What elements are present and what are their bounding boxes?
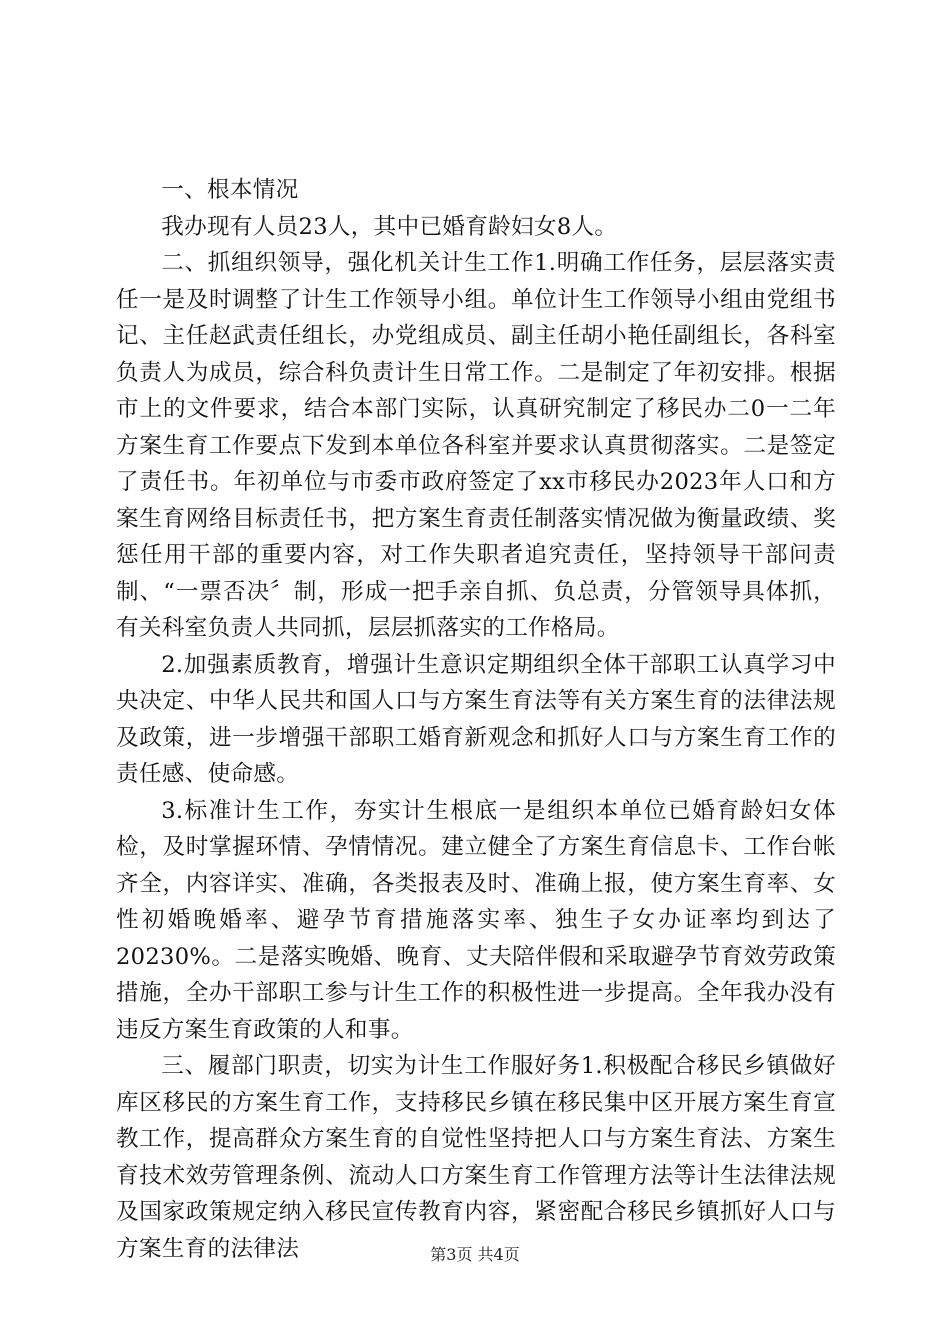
paragraph-standard-work: 3.标准计生工作，夯实计生根底一是组织本单位已婚育龄妇女体检，及时掌握环情、孕情情况。建立健全了方案生育信息卡、工作台帐齐全，内容详实、准确，各类报表及时、准确上报，使方案生育率、女性初婚晚婚率、避孕节育措施落实率、独生子女办证率均到达了20230%。二是落实晚婚、晚育、丈夫陪伴假和采取避孕节育效劳政策措施，全办干部职工参与计生工作的积极性进一步提高。全年我办没有违反方案生育政策的人和事。	[116, 797, 836, 1043]
paragraph-quality-education: 2.加强素质教育，增强计生意识定期组织全体干部职工认真学习中央决定、中华人民共和国人口与方案生育法等有关方案生育的法律法规及政策，进一步增强干部职工婚育新观念和抓好人口与方案生育工作的责任感、使命感。	[116, 651, 836, 787]
paragraph-department-duties: 三、履部门职责，切实为计生工作服好务1.积极配合移民乡镇做好库区移民的方案生育工作，支持移民乡镇在移民集中区开展方案生育宣教工作，提高群众方案生育的自觉性坚持把人口与方案生育法、方案生育技术效劳管理条例、流动人口方案生育工作管理方法等计生法律法规及国家政策规定纳入移民宣传教育内容，紧密配合移民乡镇抓好人口与方案生育的法律法	[116, 1053, 836, 1262]
page-number-footer: 第3页 共4页	[430, 1245, 520, 1264]
paragraph-staff-count: 我办现有人员23人，其中已婚育龄妇女8人。	[161, 213, 618, 240]
section-heading-basic-situation: 一、根本情况	[161, 177, 299, 203]
document-body	[116, 172, 836, 1267]
paragraph-organization-leadership: 二、抓组织领导，强化机关计生工作1.明确工作任务，层层落实责任一是及时调整了计生工作领导小组。单位计生工作领导小组由党组书记、主任赵武责任组长，办党组成员、副主任胡小艳任副组长，各科室负责人为成员，综合科负责计生日常工作。二是制定了年初安排。根据市上的文件要求，结合本部门实际，认真研究制定了移民办二0一二年方案生育工作要点下发到本单位各科室并要求认真贯彻落实。二是签定了责任书。年初单位与市委市政府签定了xx市移民办2023年人口和方案生育网络目标责任书，把方案生育责任制落实情况做为衡量政绩、奖惩任用干部的重要内容，对工作失职者追究责任，坚持领导干部问责制、“一票否决〞制，形成一把手亲自抓、负总责，分管领导具体抓，有关科室负责人共同抓，层层抓落实的工作格局。	[116, 250, 836, 641]
